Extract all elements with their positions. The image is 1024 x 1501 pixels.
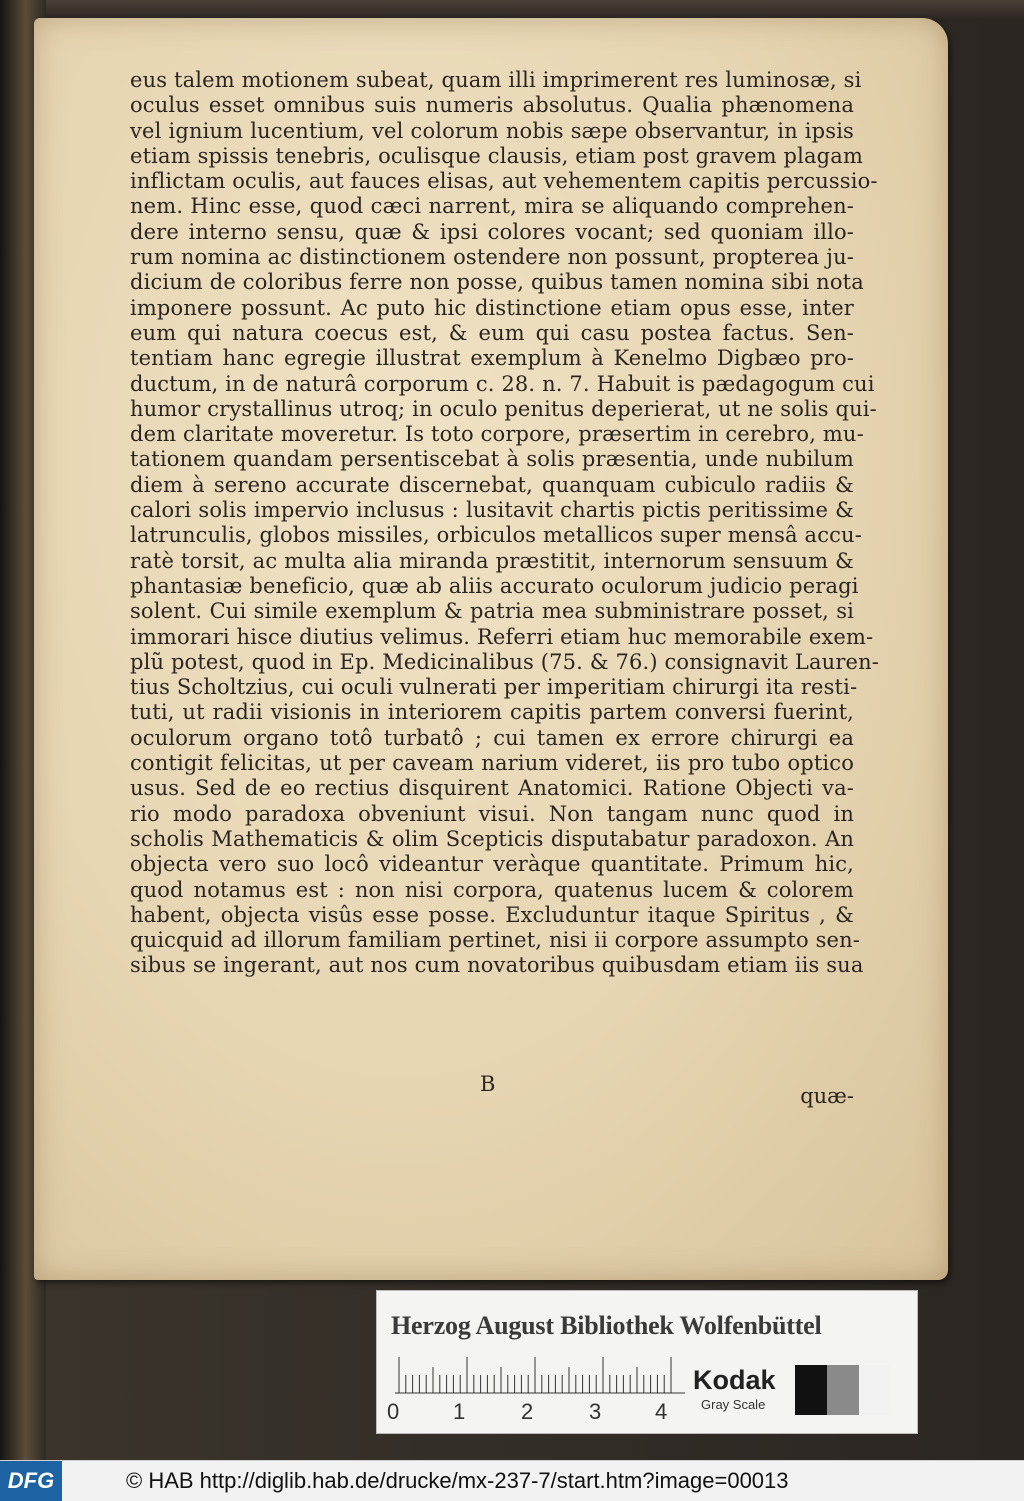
- text-line: contigit felicitas, ut per caveam narium videret, iis pro tubo optico: [130, 751, 854, 776]
- text-line: solent. Cui simile exemplum & patria mea subministrare posset, si: [130, 599, 854, 624]
- text-line: tationem quandam persentiscebat à solis præsentia, unde nubilum: [130, 447, 854, 472]
- text-line: nem. Hinc esse, quod cæci narrent, mira se aliquando comprehen-: [130, 194, 854, 219]
- text-line: oculus esset omnibus suis numeris absolutus. Qualia phænomena: [130, 93, 854, 118]
- text-line: imponere possunt. Ac puto hic distinctione etiam opus esse, inter: [130, 295, 854, 320]
- text-line: immorari hisce diutius velimus. Referri etiam huc memorabile exem-: [130, 624, 874, 649]
- text-line: usus. Sed de eo rectius disquirent Anatomici. Ratione Objecti va-: [130, 776, 854, 801]
- gray-swatch-light: [859, 1365, 891, 1415]
- footer-bar: [0, 1460, 1024, 1501]
- text-line: tuti, ut radii visionis in interiorem capitis partem conversi fuerint,: [130, 700, 854, 725]
- text-line: ductum, in de naturâ corporum c. 28. n. 7. Habuit is pædagogum cui: [130, 371, 875, 396]
- copyright-link[interactable]: © HAB http://diglib.hab.de/drucke/mx-237-7/start.htm?image=00013: [126, 1468, 789, 1493]
- text-line: dicium de coloribus ferre non posse, quibus tamen nomina sibi nota: [130, 270, 864, 295]
- gray-swatch-mid: [827, 1365, 859, 1415]
- ruler: [395, 1355, 685, 1395]
- text-line: oculorum organo totô turbatô ; cui tamen ex errore chirurgi ea: [130, 725, 854, 750]
- text-line: etiam spissis tenebris, oculisque clausis, etiam post gravem plagam: [130, 143, 864, 168]
- text-line: ratè torsit, ac multa alia miranda præstitit, internorum sensuum &: [130, 548, 854, 573]
- page-foot: [130, 1072, 854, 1108]
- text-line: humor crystallinus utroq; in oculo penitus deperierat, ut ne solis qui-: [130, 396, 877, 421]
- text-line: quicquid ad illorum familiam pertinet, nisi ii corpore assumpto sen-: [130, 928, 861, 953]
- library-name: Herzog August Bibliothek Wolfenbüttel: [391, 1311, 822, 1340]
- signature-mark: B: [480, 1072, 496, 1096]
- text-line: latrunculis, globos missiles, orbiculos metallicos super mensâ accu-: [130, 523, 862, 548]
- text-line: dere interno sensu, quæ & ipsi colores vocant; sed quoniam illo-: [130, 219, 854, 244]
- kodak-logo: Kodak: [693, 1365, 776, 1395]
- book-page: [34, 18, 948, 1280]
- text-line: eum qui natura coecus est, & eum qui casu postea factus. Sen-: [130, 320, 854, 345]
- text-line: quod notamus est : non nisi corpora, quatenus lucem & colorem: [130, 877, 854, 902]
- dfg-logo[interactable]: DFG: [0, 1461, 62, 1501]
- page-edge: [0, 0, 1024, 20]
- text-line: sibus se ingerant, aut nos cum novatoribus quibusdam etiam iis sua: [130, 953, 864, 978]
- text-line: tius Scholtzius, cui oculi vulnerati per imperitiam chirurgi ita resti-: [130, 675, 858, 700]
- text-line: eus talem motionem subeat, quam illi imprimerent res luminosæ, si: [130, 68, 862, 92]
- ruler-number: 4: [655, 1399, 668, 1424]
- ruler-number: 3: [589, 1399, 602, 1424]
- ruler-number: 1: [453, 1399, 466, 1424]
- text-line: calori solis impervio inclusus : lusitavit chartis pictis peritissime &: [130, 498, 854, 523]
- text-line: diem à sereno accurate discernebat, quanquam cubiculo radiis &: [130, 472, 854, 497]
- gray-swatch-dark: [795, 1365, 827, 1415]
- text-line: dem claritate moveretur. Is toto corpore, præsertim in cerebro, mu-: [130, 422, 864, 447]
- text-line: phantasiæ beneficio, quæ ab aliis accurato oculorum judicio peragi: [130, 573, 859, 598]
- color-calibration-card: [376, 1290, 918, 1434]
- ruler-number: 0: [387, 1399, 400, 1424]
- text-line: tentiam hanc egregie illustrat exemplum à Kenelmo Digbæo pro-: [130, 346, 854, 371]
- text-line: plũ potest, quod in Ep. Medicinalibus (75. & 76.) consignavit Lauren-: [130, 649, 880, 674]
- text-line: habent, objecta visûs esse posse. Excluduntur itaque Spiritus , &: [130, 902, 854, 927]
- text-line: rio modo paradoxa obveniunt visui. Non tangam nunc quod in: [130, 801, 854, 826]
- catchword: quæ-: [800, 1084, 854, 1108]
- text-line: objecta vero suo locô videantur veràque quantitate. Primum hic,: [130, 852, 854, 877]
- ruler-number: 2: [521, 1399, 534, 1424]
- text-line: rum nomina ac distinctionem ostendere non possunt, propterea ju-: [130, 245, 854, 270]
- text-line: vel ignium lucentium, vel colorum nobis sæpe observantur, in ipsis: [130, 118, 854, 143]
- text-line: inflictam oculis, aut fauces elisas, aut vehementem capitis percussio-: [130, 169, 878, 194]
- text-line: scholis Mathematicis & olim Scepticis disputabatur paradoxon. An: [130, 826, 854, 851]
- body-text: [130, 68, 880, 979]
- kodak-subtitle: Gray Scale: [701, 1397, 766, 1412]
